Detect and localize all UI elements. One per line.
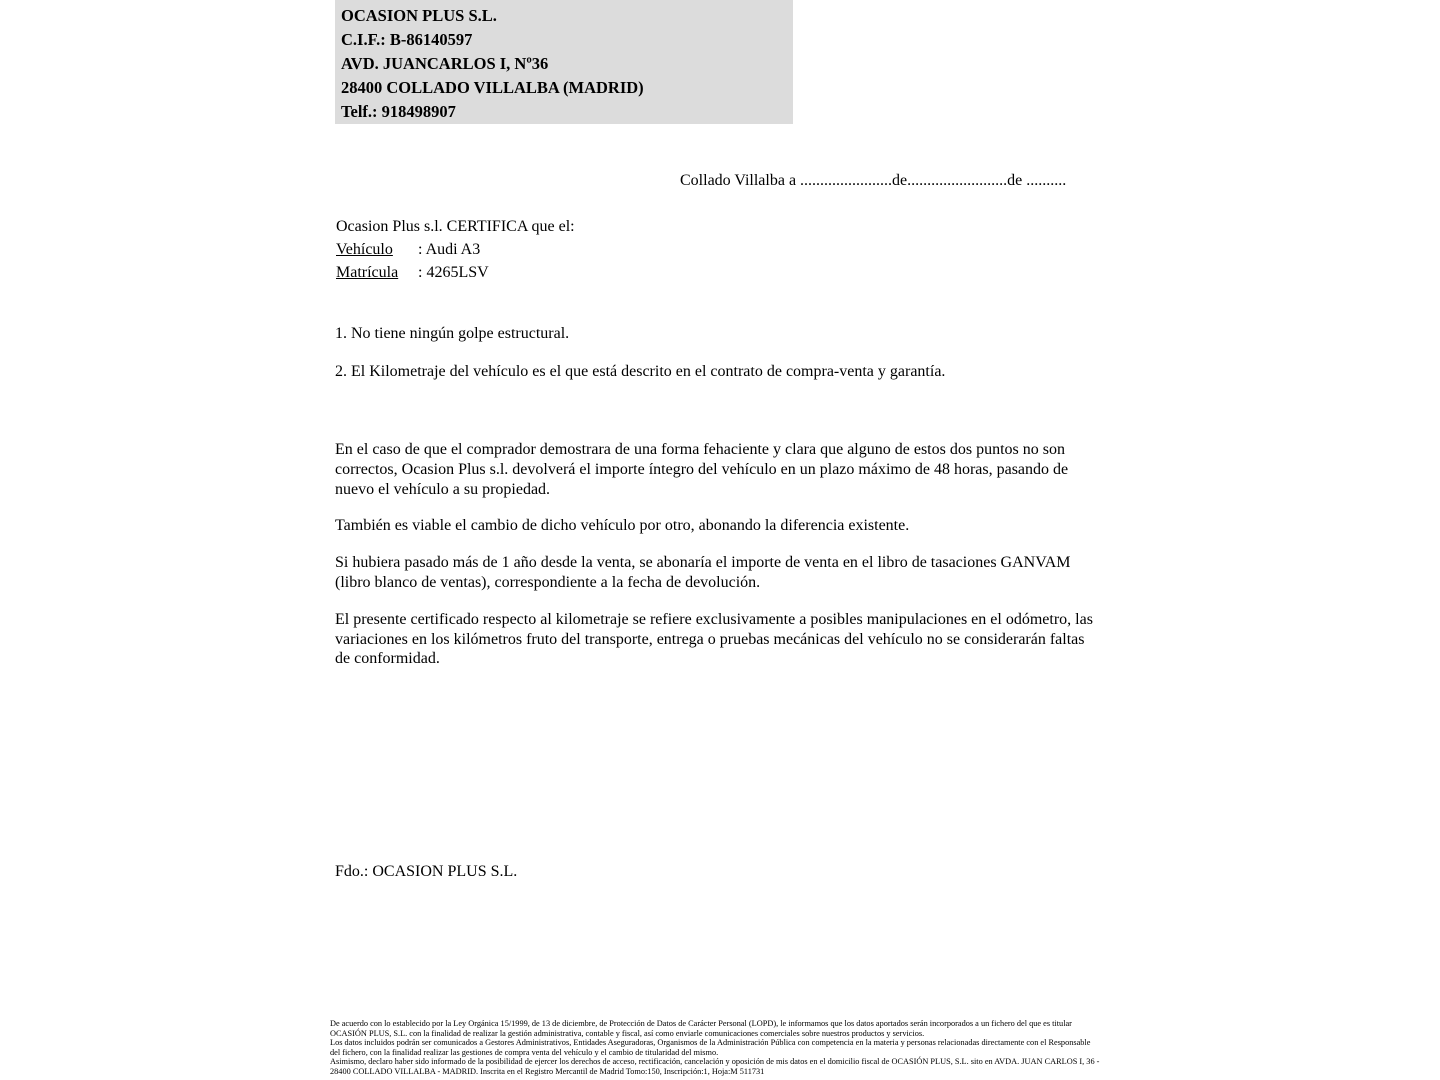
legal-footer <box>330 1019 1102 1077</box>
certify-intro: Ocasion Plus s.l. CERTIFICA que el: <box>336 218 575 235</box>
paragraph-exchange: También es viable el cambio de dicho vehículo por otro, abonando la diferencia existente. <box>335 517 910 535</box>
legal-paragraph-data-sharing: Los datos incluidos podrán ser comunicados a Gestores Administrativos, Entidades Aseguradoras, Organismos de la Administración Pública con competencia en la materia y personas relacionadas directamente con el Responsable del fichero, con la finalidad realizar las gestiones de compra venta del vehículo y el cambio de titularidad del mismo. <box>330 1038 1091 1057</box>
company-address: AVD. JUANCARLOS I, Nº36 <box>341 54 549 73</box>
paragraph-refund: En el caso de que el comprador demostrara de una forma fehaciente y clara que alguno de estos dos puntos no son correctos, Ocasion Plus s.l. devolverá el importe íntegro del vehículo en un plazo máximo de 48 horas, pasando de nuevo el vehículo a su propiedad. <box>335 441 1069 498</box>
plate-value: : 4265LSV <box>418 264 489 281</box>
vehicle-row <box>336 238 575 261</box>
company-city: 28400 COLLADO VILLALBA (MADRID) <box>341 78 644 97</box>
vehicle-label <box>336 238 418 261</box>
company-phone: Telf.: 918498907 <box>341 102 456 121</box>
legal-paragraph-rights: Asimismo, declaro haber sido informado de la posibilidad de ejercer los derechos de acceso, rectificación, cancelación y oposición de mis datos en el domicilio fiscal de OCASIÓN PLUS, S.L. sito en AVDA. JUAN CARLOS I, 36 - 28400 COLLADO VILLALBA - MADRID. Inscrita en el Registro Mercantil de Madrid Tomo:150, Inscripción:1, Hoja:M 511731 <box>330 1057 1100 1076</box>
plate-row <box>336 261 575 284</box>
plate-label <box>336 261 418 284</box>
company-cif: C.I.F.: B-86140597 <box>341 30 473 49</box>
date-line: Collado Villalba a .......................de.........................de .......... <box>680 172 1067 189</box>
signature-line: Fdo.: OCASION PLUS S.L. <box>335 863 518 880</box>
plate-label-text: Matrícula <box>336 264 399 281</box>
legal-paragraph-lopd: De acuerdo con lo establecido por la Ley Orgánica 15/1999, de 13 de diciembre, de Protección de Datos de Carácter Personal (LOPD), le informamos que los datos aportados serán incorporados a un fichero del que es titular OCASIÓN PLUS, S.L. con la finalidad de realizar la gestión administrativa, contable y fiscal, así como enviarle comunicaciones comerciales sobre nuestros productos y servicios. <box>330 1019 1072 1038</box>
company-header-box <box>335 0 793 124</box>
vehicle-label-text: Vehículo <box>336 241 393 258</box>
vehicle-value: : Audi A3 <box>418 241 481 258</box>
paragraph-odometer: El presente certificado respecto al kilometraje se refiere exclusivamente a posibles manipulaciones en el odómetro, las variaciones en los kilómetros fruto del transporte, entrega o pruebas mecánicas del vehículo no se considerarán faltas de conformidad. <box>335 610 1093 668</box>
point-2: 2. El Kilometraje del vehículo es el que está descrito en el contrato de compra-venta y garantía. <box>335 363 946 380</box>
company-name: OCASION PLUS S.L. <box>341 6 497 25</box>
certify-block <box>336 215 575 284</box>
point-1: 1. No tiene ningún golpe estructural. <box>335 325 570 342</box>
body-paragraphs <box>335 440 1095 686</box>
paragraph-ganvam: Si hubiera pasado más de 1 año desde la venta, se abonaría el importe de venta en el libro de tasaciones GANVAM (libro blanco de ventas), correspondiente a la fecha de devolución. <box>335 554 1071 591</box>
